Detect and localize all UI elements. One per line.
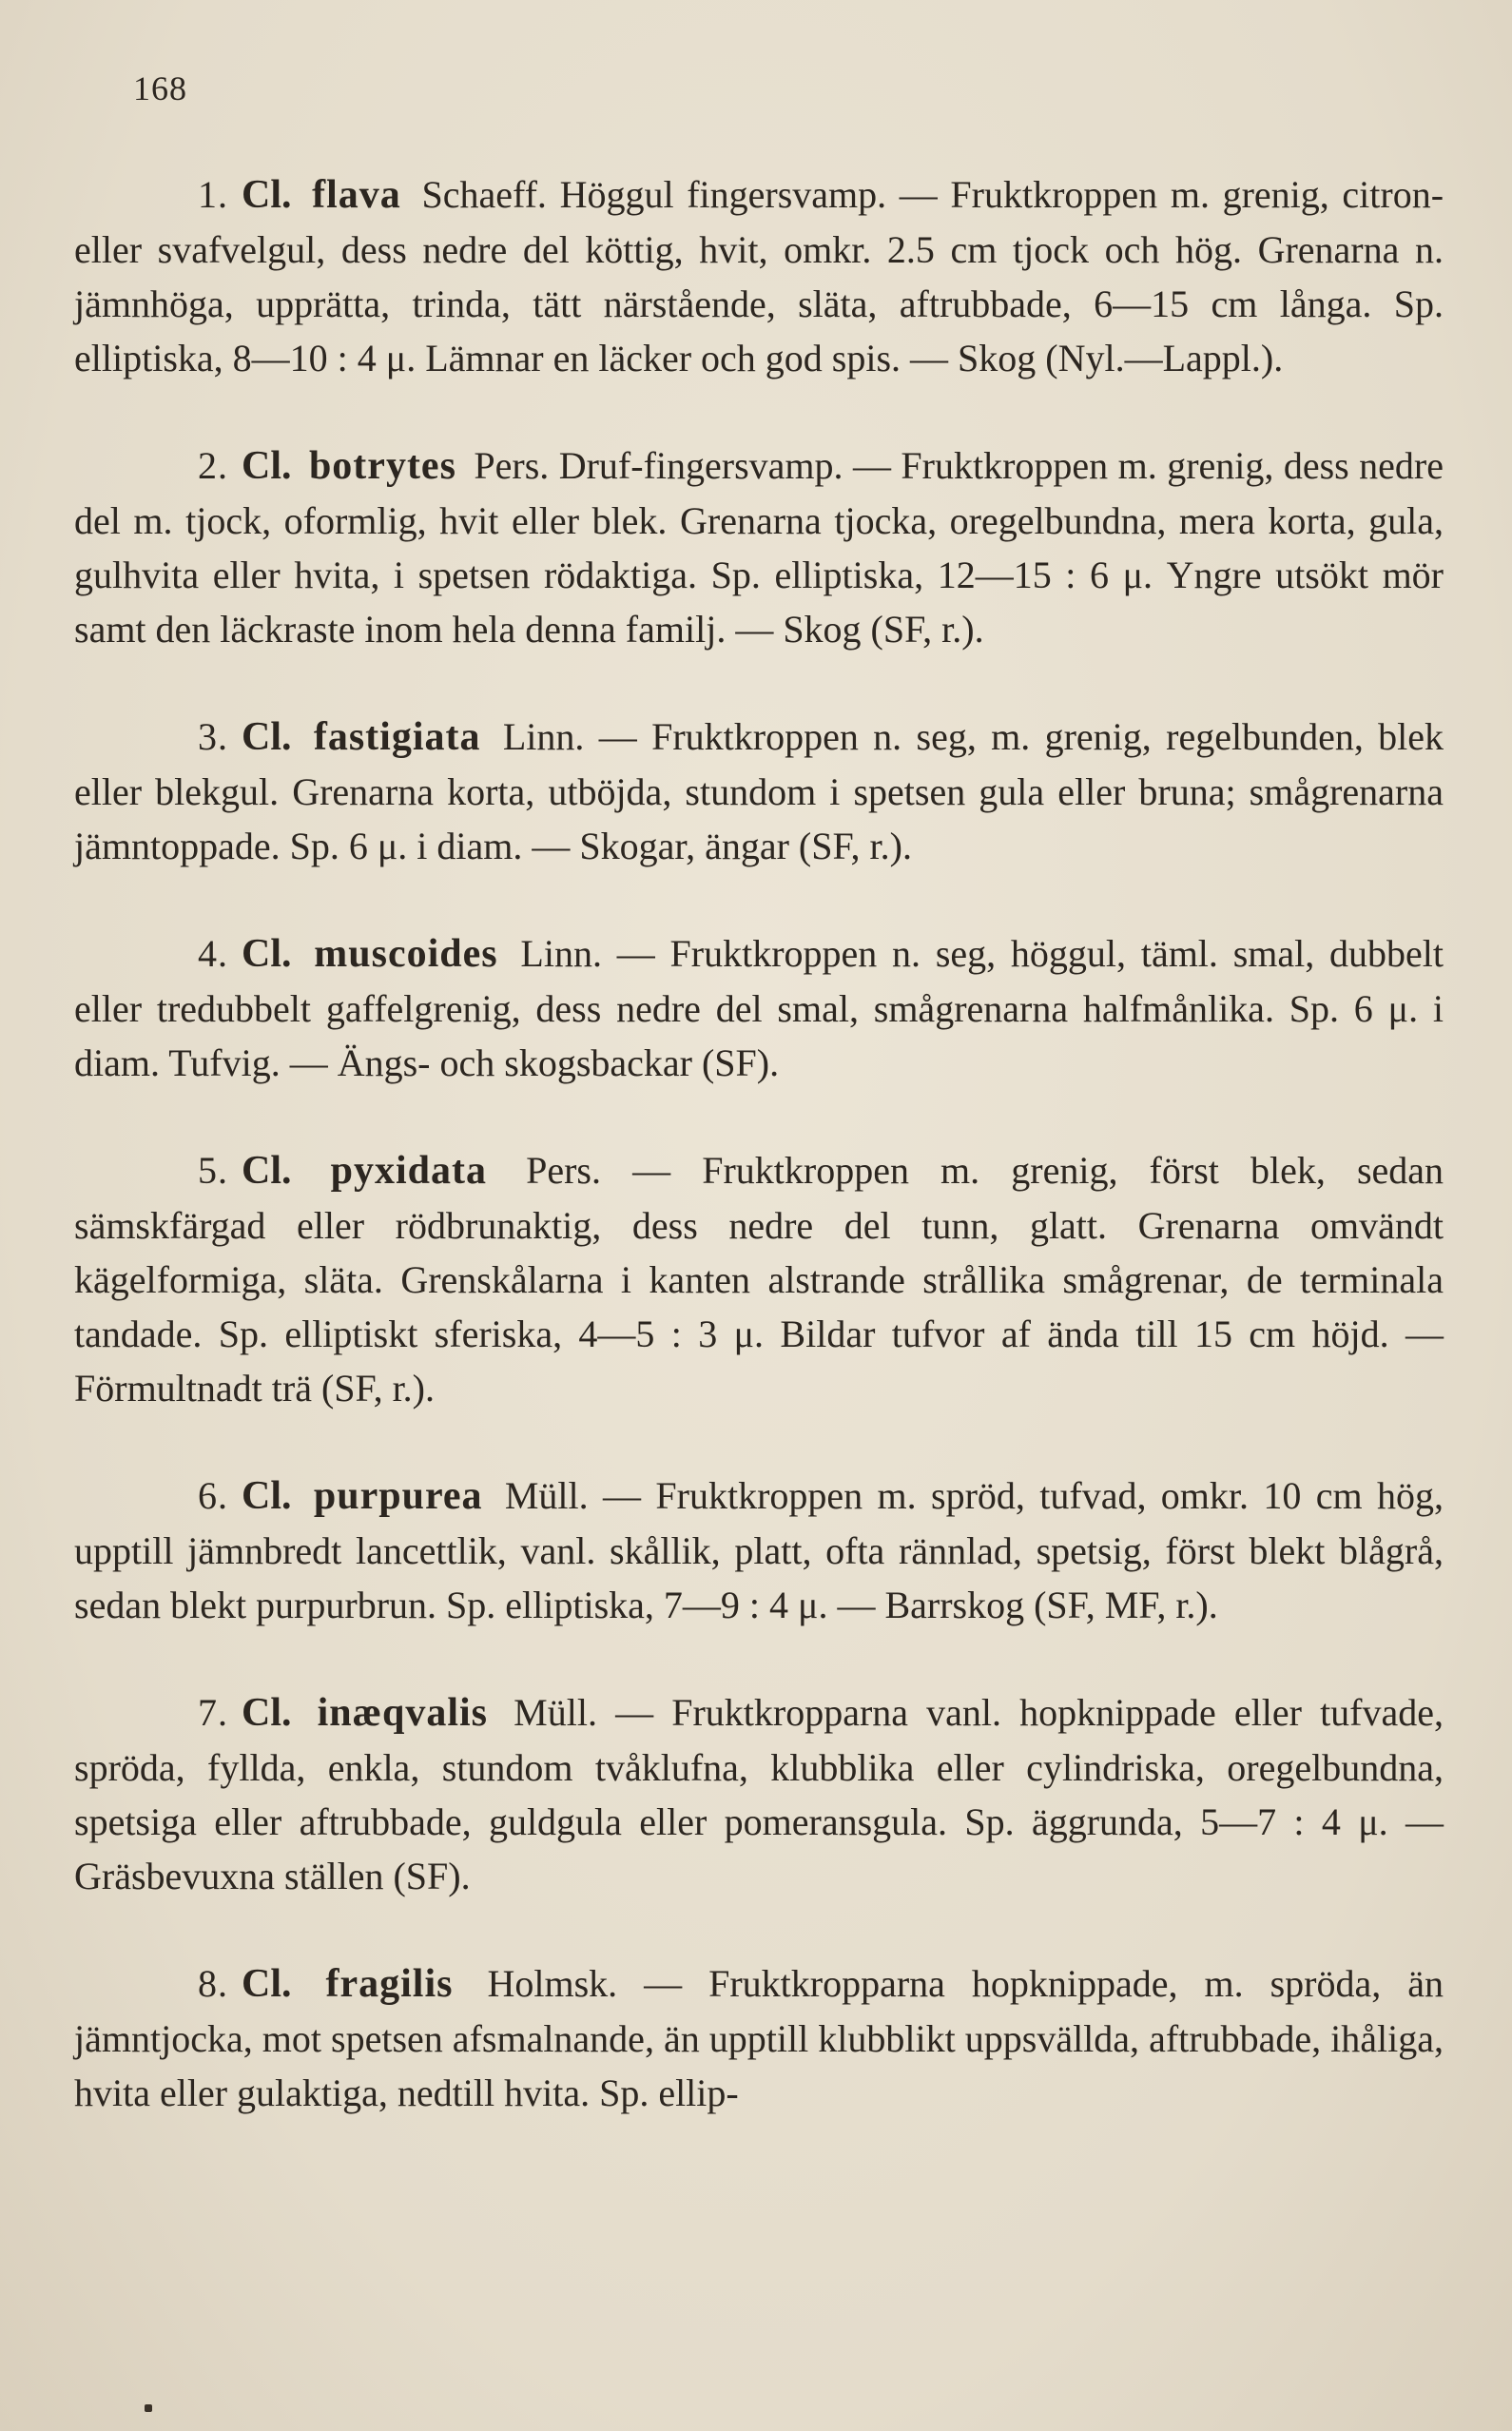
genus-name: Cl. bbox=[242, 1474, 292, 1518]
entry-description: Druf-fingersvamp. — Fruktkroppen m. grenig, dess nedre del m. tjock, oformlig, hvit eller blek. Grenarna tjocka, oregelbundna, mera korta, gula, gulhvita eller hvita, i spetsen rödaktiga. Sp. elliptiska, 12—15 : 6 μ. Yngre utsökt mör samt den läckraste inom hela denna familj. — Skog (SF, r.). bbox=[74, 444, 1444, 651]
page-number: 168 bbox=[133, 69, 187, 107]
author-abbreviation: Schaeff. bbox=[421, 173, 547, 216]
entry-number: 6. bbox=[198, 1474, 228, 1517]
author-abbreviation: Müll. bbox=[514, 1691, 597, 1734]
entry-description: Höggul fingersvamp. — Fruktkroppen m. grenig, citron- eller svafvelgul, dess nedre del köttig, hvit, omkr. 2.5 cm tjock och hög. Grenarna n. jämnhöga, upprätta, trinda, tätt närstående, släta, aftrubbade, 6—15 cm långa. Sp. elliptiska, 8—10 : 4 μ. Lämnar en läcker och god spis. — Skog (Nyl.—Lappl.). bbox=[74, 173, 1444, 379]
species-entry bbox=[74, 167, 1444, 385]
entry-description: — Fruktkroppen m. grenig, först blek, sedan sämskfärgad eller rödbrunaktig, dess nedre del tunn, glatt. Grenarna omvändt kägelformiga, släta. Grenskålarna i kanten alstrande strållika smågrenar, de terminala tandade. Sp. elliptiskt sferiska, 4—5 : 3 μ. Bildar tufvor af ända till 15 cm höjd. — Förmultnadt trä (SF, r.). bbox=[74, 1149, 1444, 1410]
entry-number: 5. bbox=[198, 1149, 228, 1192]
species-entry bbox=[74, 710, 1444, 873]
species-list bbox=[74, 167, 1444, 2173]
entry-description: — Fruktkropparna vanl. hopknippade eller tufvade, spröda, fyllda, enkla, stundom tvåklufna, klubblika eller cylindriska, oregelbundna, spetsiga eller aftrubbade, guldgula eller pomeransgula. Sp. äggrunda, 5—7 : 4 μ. — Gräsbevuxna ställen (SF). bbox=[74, 1691, 1444, 1897]
author-abbreviation: Müll. bbox=[504, 1474, 589, 1517]
species-name: fastigiata bbox=[313, 715, 481, 759]
author-abbreviation: Holmsk. bbox=[487, 1962, 618, 2005]
entry-number: 4. bbox=[198, 932, 228, 975]
author-abbreviation: Pers. bbox=[474, 444, 550, 487]
author-abbreviation: Linn. bbox=[502, 715, 585, 758]
entry-description: — Fruktkropparna hopknippade, m. spröda, än jämntjocka, mot spetsen afsmalnande, än upptill klubblikt uppsvällda, aftrubbade, ihåliga, hvita eller gulaktiga, nedtill hvita. Sp. ellip- bbox=[74, 1962, 1444, 2114]
species-name: pyxidata bbox=[330, 1149, 487, 1193]
species-name: purpurea bbox=[313, 1474, 483, 1518]
genus-name: Cl. bbox=[242, 1962, 292, 2006]
entry-description: — Fruktkroppen n. seg, m. grenig, regelbunden, blek eller blekgul. Grenarna korta, utböjda, stundom i spetsen gula eller bruna; smågrenarna jämntoppade. Sp. 6 μ. i diam. — Skogar, ängar (SF, r.). bbox=[74, 715, 1444, 867]
entry-description: — Fruktkroppen n. seg, höggul, täml. smal, dubbelt eller tredubbelt gaffelgrenig, dess nedre del smal, smågrenarna halfmånlika. Sp. 6 μ. i diam. Tufvig. — Ängs- och skogsbackar (SF). bbox=[74, 932, 1444, 1084]
species-entry bbox=[74, 1143, 1444, 1415]
author-abbreviation: Pers. bbox=[526, 1149, 601, 1192]
entry-number: 3. bbox=[198, 715, 228, 758]
entry-number: 1. bbox=[198, 173, 228, 216]
species-entry bbox=[74, 1956, 1444, 2120]
species-entry bbox=[74, 1685, 1444, 1903]
species-entry bbox=[74, 1468, 1444, 1632]
species-name: muscoides bbox=[314, 932, 498, 976]
genus-name: Cl. bbox=[242, 173, 292, 217]
entry-number: 7. bbox=[198, 1691, 228, 1734]
genus-name: Cl. bbox=[242, 715, 292, 759]
genus-name: Cl. bbox=[242, 1149, 292, 1193]
genus-name: Cl. bbox=[242, 444, 292, 488]
author-abbreviation: Linn. bbox=[520, 932, 602, 975]
entry-description: — Fruktkroppen m. spröd, tufvad, omkr. 10 cm hög, upptill jämnbredt lancettlik, vanl. skållik, platt, ofta rännlad, spetsig, först blekt blågrå, sedan blekt purpurbrun. Sp. elliptiska, 7—9 : 4 μ. — Barrskog (SF, MF, r.). bbox=[74, 1474, 1444, 1626]
genus-name: Cl. bbox=[242, 1691, 292, 1735]
genus-name: Cl. bbox=[242, 932, 292, 976]
species-name: inæqvalis bbox=[317, 1691, 489, 1735]
entry-number: 2. bbox=[198, 444, 228, 487]
species-entry bbox=[74, 926, 1444, 1090]
species-name: fragilis bbox=[325, 1962, 454, 2006]
print-speck bbox=[145, 2404, 152, 2412]
species-name: flava bbox=[312, 173, 401, 217]
species-entry bbox=[74, 438, 1444, 656]
species-name: botrytes bbox=[308, 444, 456, 488]
entry-number: 8. bbox=[198, 1962, 228, 2005]
